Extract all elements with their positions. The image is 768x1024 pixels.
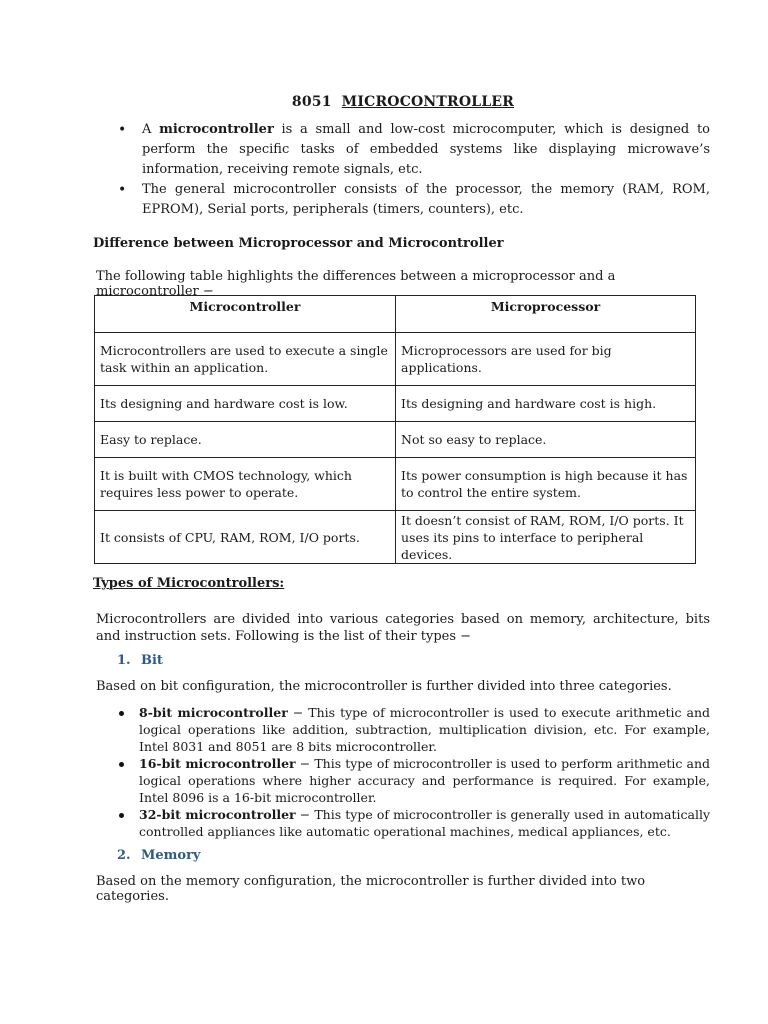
list-item-bold: 8-bit microcontroller — [139, 705, 288, 720]
section-2-heading — [117, 848, 201, 863]
table-cell: Microcontrollers are used to execute a single task within an application. — [95, 333, 396, 386]
table-row — [95, 511, 696, 564]
table-row — [95, 422, 696, 458]
types-intro-paragraph: Microcontrollers are divided into various categories based on memory, architecture, bits and instruction sets. Following is the list of their types − — [96, 612, 710, 644]
table-header-microprocessor: Microprocessor — [396, 296, 696, 333]
list-item-bold: 32-bit microcontroller — [139, 807, 296, 822]
section-1-intro: Based on bit configuration, the microcontroller is further divided into three categories. — [96, 679, 672, 694]
table-cell: It is built with CMOS technology, which requires less power to operate. — [95, 458, 396, 511]
intro-bullet-1-bold: microcontroller — [159, 122, 274, 137]
list-item-text: − This type of microcontroller is generally used in automatically controlled appliances like automatic operational machines, medical appliances, etc. — [139, 807, 711, 839]
title-text: MICROCONTROLLER — [341, 94, 515, 110]
intro-bullet-1-prefix: A — [142, 122, 160, 137]
title-number: 8051 — [291, 94, 332, 110]
table-cell: Its designing and hardware cost is low. — [95, 386, 396, 422]
intro-bullet-2-text: The general microcontroller consists of the processor, the memory (RAM, ROM, EPROM), Serial ports, peripherals (timers, counters), etc. — [142, 182, 710, 217]
bit-types-list — [117, 704, 710, 840]
intro-bullet-list — [118, 120, 710, 220]
intro-bullet-1-text: is a small and low-cost microcomputer, which is designed to perform the specific tasks of embedded systems like displaying microwave’s information, receiving remote signals, etc. — [142, 122, 711, 177]
list-item — [117, 704, 710, 755]
comparison-table — [94, 295, 696, 564]
section-1-title: Bit — [141, 653, 163, 668]
table-cell: Microprocessors are used for big applications. — [396, 333, 696, 386]
table-row — [95, 458, 696, 511]
table-cell: Not so easy to replace. — [396, 422, 696, 458]
list-item — [117, 755, 710, 806]
section-2-title: Memory — [141, 848, 201, 863]
table-cell: It consists of CPU, RAM, ROM, I/O ports. — [95, 511, 396, 564]
section-2-number: 2. — [117, 848, 131, 863]
table-intro-paragraph: The following table highlights the differences between a microprocessor and a microcontroller − — [96, 269, 616, 299]
table-cell: Its designing and hardware cost is high. — [396, 386, 696, 422]
list-item-text: − This type of microcontroller is used to perform arithmetic and logical operations where higher accuracy and performance is required. For example, Intel 8096 is a 16-bit microcontroller. — [139, 756, 710, 805]
list-item-bold: 16-bit microcontroller — [139, 756, 296, 771]
table-header-row — [95, 296, 696, 333]
types-heading: Types of Microcontrollers: — [93, 576, 285, 591]
intro-bullet-2 — [118, 180, 710, 220]
table-cell: Its power consumption is high because it has to control the entire system. — [396, 458, 696, 511]
section-2-intro: Based on the memory configuration, the microcontroller is further divided into two categories. — [96, 874, 646, 904]
table-cell: Easy to replace. — [95, 422, 396, 458]
intro-bullet-1 — [118, 120, 710, 180]
section-1-number: 1. — [117, 653, 131, 668]
list-item — [117, 806, 710, 840]
table-cell: It doesn’t consist of RAM, ROM, I/O ports. It uses its pins to interface to peripheral devices. — [396, 511, 696, 564]
section-1-heading — [117, 653, 163, 668]
table-row — [95, 333, 696, 386]
table-row — [95, 386, 696, 422]
difference-heading: Difference between Microprocessor and Microcontroller — [93, 236, 504, 251]
table-header-microcontroller: Microcontroller — [95, 296, 396, 333]
list-item-text: − This type of microcontroller is used to execute arithmetic and logical operations like addition, subtraction, multiplication division, etc. For example, Intel 8031 and 8051 are 8 bits microcontroller. — [139, 705, 711, 754]
page-title — [0, 94, 768, 110]
